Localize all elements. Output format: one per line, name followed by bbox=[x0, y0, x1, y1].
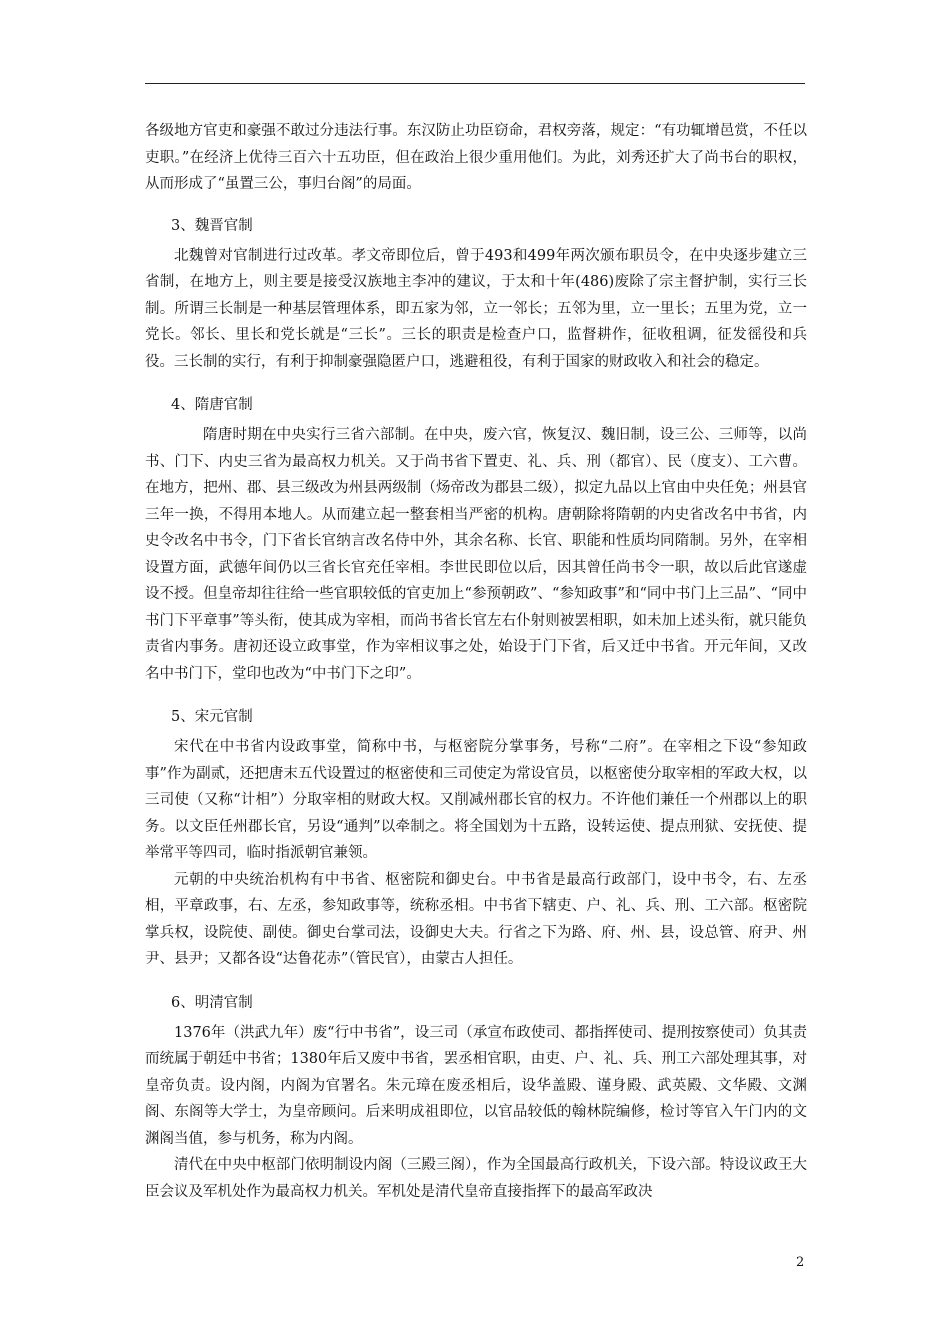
section-heading-songyuan: 5、宋元官制 bbox=[171, 709, 253, 725]
section-heading-suitang: 4、隋唐官制 bbox=[171, 397, 253, 413]
section-suitang-paragraph: 隋唐时期在中央实行三省六部制。在中央，废六官，恢复汉、魏旧制，设三公、三师等，以尚书、门下、内史三省为最高权力机关。又于尚书省下置吏、礼、兵、刑（都官）、民（度支）、工六曹。在地方，把州、郡、县三级改为州县两级制（炀帝改为郡县二级），拟定九品以上官由中央任免；州县官三年一换，不得用本地人。从而建立起一整套相当严密的机构。唐朝除将隋朝的内史省改名中书省，内史令改名中书令，门下省长官纳言改名侍中外，其余名称、长官、职能和性质均同隋制。另外，在宰相设置方面，武德年间仍以三省长官充任宰相。李世民即位以后，因其曾任尚书令一职，故以后此官遂虚设不授。但皇帝却往往给一些官职较低的官吏加上“参预朝政”、“参知政事”和“同中书门上三品”、“同中书门下平章事”等头衔，使其成为宰相，而尚书省长官左右仆射则被罢相职，如未加上述头衔，就只能负责省内事务。唐初还设立政事堂，作为宰相议事之处，始设于门下省，后又迁中书省。开元年间，又改名中书门下，堂印也改为“中书门下之印”。 bbox=[145, 427, 807, 682]
section-weijin-paragraph: 北魏曾对官制进行过改革。孝文帝即位后，曾于493和499年两次颁布职员令，在中央逐步建立三省制，在地方上，则主要是接受汉族地主李冲的建议，于太和十年(486)废除了宗主督护制，实行三长制。所谓三长制是一种基层管理体系，即五家为邻，立一邻长；五邻为里，立一里长；五里为党，立一党长。邻长、里长和党长就是“三长”。三长的职责是检查户口，监督耕作，征收租调，征发徭役和兵役。三长制的实行，有利于抑制豪强隐匿户口，逃避租役，有利于国家的财政收入和社会的稳定。 bbox=[145, 247, 807, 370]
document-body bbox=[145, 118, 807, 1205]
section-mingqing-paragraph-2: 清代在中央中枢部门依明制设内阁（三殿三阁），作为全国最高行政机关，下设六部。特设议政王大臣会议及军机处作为最高权力机关。军机处是清代皇帝直接指挥下的最高军政决 bbox=[145, 1157, 807, 1200]
intro-paragraph: 各级地方官吏和豪强不敢过分违法行事。东汉防止功臣窃命，君权旁落，规定：“有功辄增邑赏，不任以吏职。”在经济上优待三百六十五功臣，但在政治上很少重用他们。为此，刘秀还扩大了尚书台的职权，从而形成了“虽置三公，事归台阁”的局面。 bbox=[145, 123, 807, 192]
section-songyuan-paragraph-1: 宋代在中书省内设政事堂，简称中书，与枢密院分掌事务，号称“二府”。在宰相之下设“参知政事”作为副贰，还把唐末五代设置过的枢密使和三司使定为常设官员，以枢密使分取宰相的军政大权，以三司使（又称“计相”）分取宰相的财政大权。又削减州郡长官的权力。不许他们兼任一个州郡以上的职务。以文臣任州郡长官，另设“通判”以牵制之。将全国划为十五路，设转运使、提点刑狱、安抚使、提举常平等四司，临时指派朝官兼领。 bbox=[145, 739, 807, 861]
section-heading-weijin: 3、魏晋官制 bbox=[171, 217, 253, 234]
section-heading-mingqing: 6、明清官制 bbox=[171, 994, 253, 1011]
section-songyuan-paragraph-2: 元朝的中央统治机构有中书省、枢密院和御史台。中书省是最高行政部门，设中书令，右、左丞相，平章政事，右、左丞，参知政事等，统称丞相。中书省下辖吏、户、礼、兵、刑、工六部。枢密院掌兵权，设院使、副使。御史台掌司法，设御史大夫。行省之下为路、府、州、县，设总管、府尹、州尹、县尹；又都各设“达鲁花赤”（管民官），由蒙古人担任。 bbox=[145, 871, 807, 967]
section-mingqing-paragraph-1: 1376年（洪武九年）废“行中书省”，设三司（承宣布政使司、都指挥使司、提刑按察使司）负其责而统属于朝廷中书省；1380年后又废中书省，罢丞相官职，由吏、户、礼、兵、刑工六部处理其事，对皇帝负责。设内阁，内阁为官署名。朱元璋在废丞相后，设华盖殿、谨身殿、武英殿、文华殿、文渊阁、东阁等大学士，为皇帝顾问。后来明成祖即位，以官品较低的翰林院编修，检讨等官入午门内的文渊阁当值，参与机务，称为内阁。 bbox=[145, 1024, 807, 1147]
page-number: 2 bbox=[796, 1255, 805, 1270]
header-rule bbox=[145, 83, 805, 84]
